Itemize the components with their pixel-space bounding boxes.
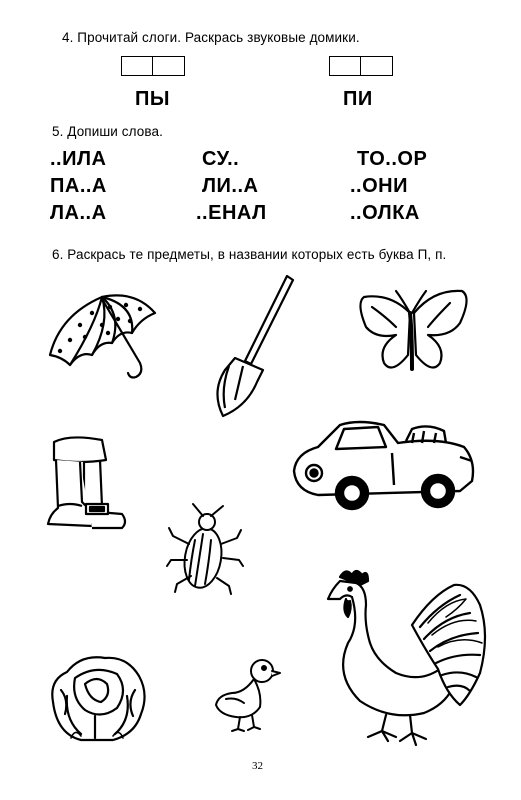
car-picture[interactable] (288, 413, 478, 518)
task4-title: 4. Прочитай слоги. Раскрась звуковые домики. (62, 30, 360, 45)
rooster-icon (320, 565, 495, 750)
butterfly-picture[interactable] (350, 283, 475, 383)
beetle-picture[interactable] (165, 500, 245, 595)
word-r3-c2[interactable]: ..ЕНАЛ (196, 202, 267, 224)
word-r3-c3[interactable]: ..ОЛКА (350, 202, 420, 224)
word-r1-c3[interactable]: ТО..ОР (357, 148, 428, 170)
word-r2-c1[interactable]: ПА..А (50, 175, 107, 197)
word-r2-c3[interactable]: ..ОНИ (350, 175, 408, 197)
sound-house-1-cell-1[interactable] (121, 56, 153, 76)
task6-title: 6. Раскрась те предметы, в названии которых есть буква П, п. (52, 247, 447, 262)
chick-picture[interactable] (212, 653, 284, 733)
beetle-icon (165, 500, 245, 595)
word-r1-c1[interactable]: ..ИЛА (50, 148, 107, 170)
umbrella-picture[interactable] (40, 285, 165, 385)
syllable-1: ПЫ (135, 88, 170, 110)
cabbage-icon (45, 650, 150, 745)
sound-house-1[interactable] (121, 56, 185, 76)
shovel-icon (205, 270, 300, 420)
task5-title: 5. Допиши слова. (52, 124, 163, 139)
page-number: 32 (252, 760, 263, 772)
umbrella-icon (40, 285, 165, 385)
shovel-picture[interactable] (205, 270, 300, 420)
butterfly-icon (350, 283, 475, 383)
sound-house-1-cell-2[interactable] (153, 56, 185, 76)
boots-icon (40, 432, 130, 532)
car-icon (288, 413, 478, 518)
word-r1-c2[interactable]: СУ.. (202, 148, 240, 170)
sound-house-2-cell-1[interactable] (329, 56, 361, 76)
rooster-picture[interactable] (320, 565, 495, 750)
cabbage-picture[interactable] (45, 650, 150, 745)
sound-house-2[interactable] (329, 56, 393, 76)
chick-icon (212, 653, 284, 733)
word-r2-c2[interactable]: ЛИ..А (202, 175, 259, 197)
sound-house-2-cell-2[interactable] (361, 56, 393, 76)
boots-picture[interactable] (40, 432, 130, 532)
syllable-2: ПИ (343, 88, 373, 110)
word-r3-c1[interactable]: ЛА..А (50, 202, 107, 224)
